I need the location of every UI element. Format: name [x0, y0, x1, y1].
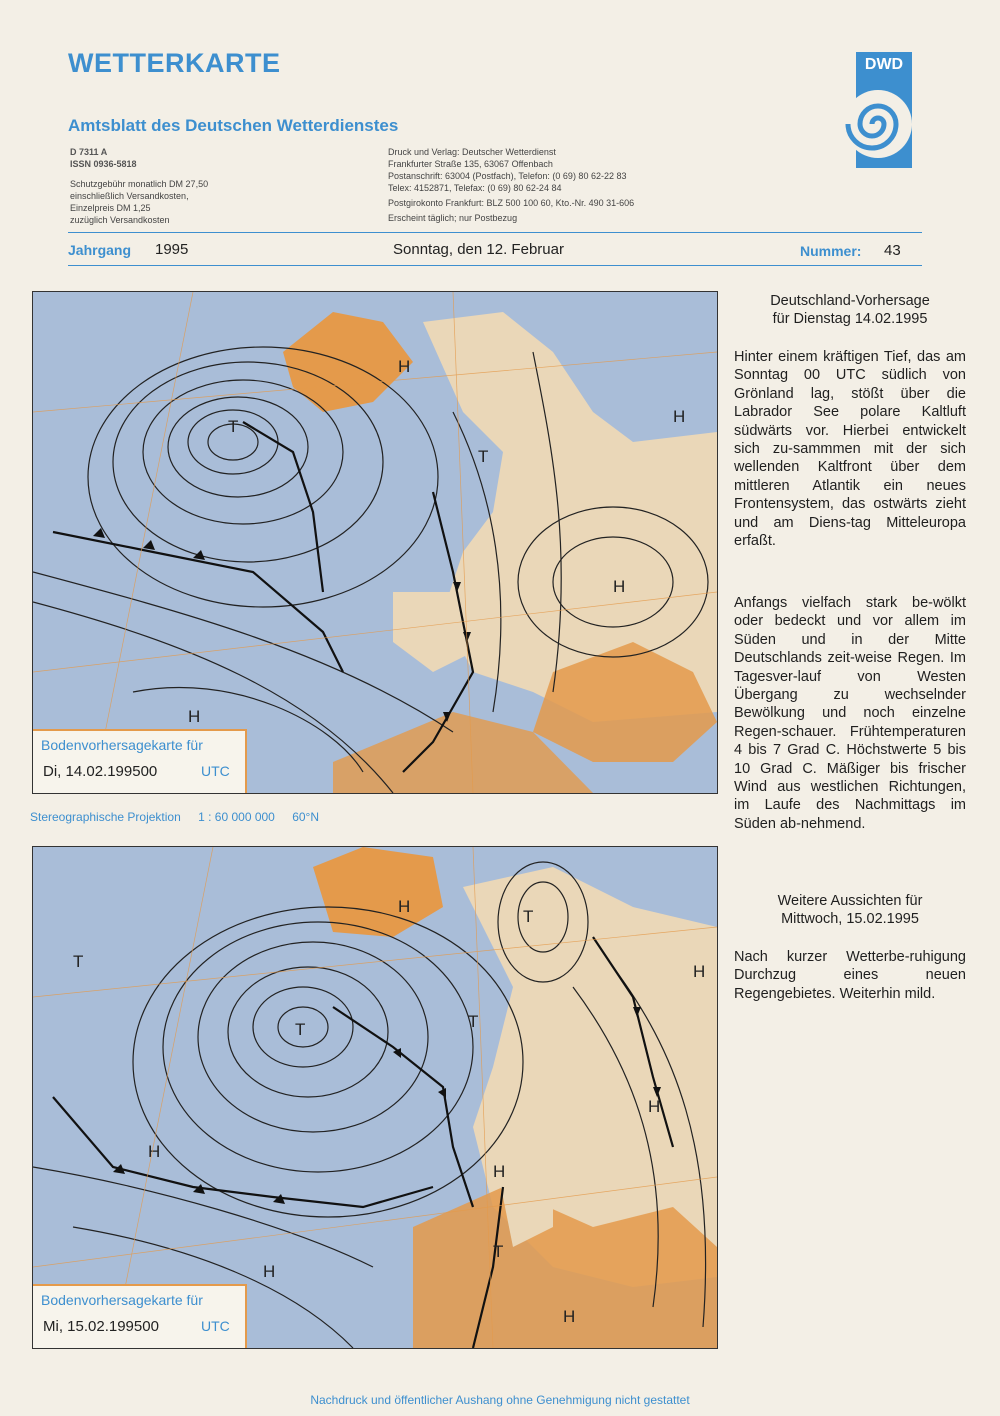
- projection-name: Stereographische Projektion: [30, 810, 181, 824]
- svg-text:T: T: [478, 447, 489, 466]
- outlook-paragraph: Nach kurzer Wetterbe-ruhigung Durchzug eines neuen Regengebietes. Weiterhin mild.: [734, 949, 966, 1002]
- issue-date: Sonntag, den 12. Februar: [393, 241, 564, 258]
- svg-text:H: H: [398, 357, 411, 376]
- svg-text:T: T: [523, 907, 534, 926]
- header-rule-bottom: [68, 265, 922, 266]
- map-caption: [33, 1284, 247, 1348]
- dwd-logo: [830, 52, 912, 168]
- svg-text:H: H: [563, 1307, 576, 1326]
- publisher-info: [388, 146, 634, 224]
- forecast-map-wednesday: [32, 846, 718, 1349]
- publisher-line: Postanschrift: 63004 (Postfach), Telefon: (0 69) 80 62-22 83: [388, 171, 627, 181]
- caption-utc: UTC: [201, 1318, 230, 1334]
- caption-hour: 00: [140, 763, 158, 780]
- svg-text:H: H: [148, 1142, 161, 1161]
- page-subtitle: Amtsblatt des Deutschen Wetterdienstes: [68, 116, 399, 135]
- id-line: D 7311 A: [70, 147, 108, 157]
- page-title: WETTERKARTE: [68, 48, 281, 78]
- svg-text:T: T: [295, 1020, 306, 1039]
- swirl-icon: [830, 52, 912, 168]
- svg-text:T: T: [493, 1242, 504, 1261]
- projection-info: [30, 810, 333, 824]
- svg-text:H: H: [613, 577, 626, 596]
- header-rule-top: [68, 232, 922, 233]
- svg-text:H: H: [673, 407, 686, 426]
- svg-text:H: H: [493, 1162, 506, 1181]
- fee-line: zuzüglich Versandkosten: [70, 215, 170, 225]
- publisher-line: Erscheint täglich; nur Postbezug: [388, 213, 518, 223]
- svg-text:H: H: [263, 1262, 276, 1281]
- outlook-heading-line: Mittwoch, 15.02.1995: [781, 911, 919, 928]
- svg-text:H: H: [188, 707, 201, 726]
- id-line: ISSN 0936-5818: [70, 159, 137, 169]
- caption-date: [43, 763, 157, 780]
- outlook-heading-line: Weitere Aussichten für: [777, 893, 923, 909]
- caption-date-text: Di, 14.02.1995: [43, 763, 141, 780]
- outlook-heading: [734, 892, 966, 929]
- fee-line: Schutzgebühr monatlich DM 27,50: [70, 179, 209, 189]
- svg-text:T: T: [73, 952, 84, 971]
- svg-text:H: H: [398, 897, 411, 916]
- projection-scale: 1 : 60 000 000: [198, 810, 275, 824]
- svg-text:H: H: [693, 962, 706, 981]
- map-graphic: [33, 847, 717, 1348]
- publisher-line: Druck und Verlag: Deutscher Wetterdienst: [388, 147, 556, 157]
- svg-text:T: T: [468, 1012, 479, 1031]
- forecast-paragraph-germany: Anfangs vielfach stark be-wölkt oder bedeckt und vor allem im Süden und in der Mitte Deutschlands zeit-weise Regen. Im Tagesver-lauf von Westen Übergang zu wechselnder Bewölkung und noch einzelne Regen-schauer. Frühtemperaturen 4 bis 7 Grad C. Höchstwerte 5 bis 10 Grad C. Mäßiger bis frischer Wind aus westlichen Richtungen, im Laufe des Nachmittags im Süden ab-nehmend.: [734, 595, 966, 832]
- forecast-paragraph-synopsis: Hinter einem kräftigen Tief, das am Sonntag 00 UTC südlich von Grönland lag, stößt über die Labrador See polare Kaltluft südwärts vor. Hierbei entwickelt sich zu-sammmen mit der sich wellenden Kaltfront über dem mittleren Atlantik ein neues Frontensystem, das ostwärts zieht und am Diens-tag Mitteleuropa erfaßt.: [734, 349, 966, 550]
- nummer-value: 43: [884, 242, 901, 259]
- forecast-heading-line: Deutschland-Vorhersage: [770, 293, 930, 309]
- jahrgang-value: 1995: [155, 241, 189, 258]
- nummer-label: Nummer:: [800, 243, 862, 259]
- caption-date: [43, 1318, 159, 1335]
- caption-hour: 00: [142, 1318, 159, 1335]
- forecast-map-tuesday: [32, 291, 718, 794]
- map-graphic: [33, 292, 717, 793]
- forecast-heading: [734, 292, 966, 329]
- fee-info: [70, 178, 208, 226]
- forecast-heading-line: für Dienstag 14.02.1995: [772, 311, 928, 328]
- caption-title: Bodenvorhersagekarte für: [41, 737, 203, 753]
- svg-text:H: H: [648, 1097, 661, 1116]
- caption-date-text: Mi, 15.02.1995: [43, 1318, 143, 1335]
- jahrgang-label: Jahrgang: [68, 242, 132, 258]
- publisher-line: Postgirokonto Frankfurt: BLZ 500 100 60, Kto.-Nr. 490 31-606: [388, 198, 635, 208]
- svg-text:T: T: [228, 417, 239, 436]
- fee-line: einschließlich Versandkosten,: [70, 191, 189, 201]
- fee-line: Einzelpreis DM 1,25: [70, 203, 151, 213]
- caption-utc: UTC: [201, 763, 230, 779]
- logo-text: DWD: [864, 56, 904, 73]
- projection-latitude: 60°N: [292, 810, 319, 824]
- publisher-line: Frankfurter Straße 135, 63067 Offenbach: [388, 159, 553, 169]
- publication-ids: [70, 146, 137, 170]
- map-caption: [33, 729, 247, 793]
- caption-title: Bodenvorhersagekarte für: [41, 1292, 203, 1308]
- copyright-notice: Nachdruck und öffentlicher Aushang ohne Genehmigung nicht gestattet: [310, 1393, 690, 1407]
- publisher-line: Telex: 4152871, Telefax: (0 69) 80 62-24 84: [388, 183, 562, 193]
